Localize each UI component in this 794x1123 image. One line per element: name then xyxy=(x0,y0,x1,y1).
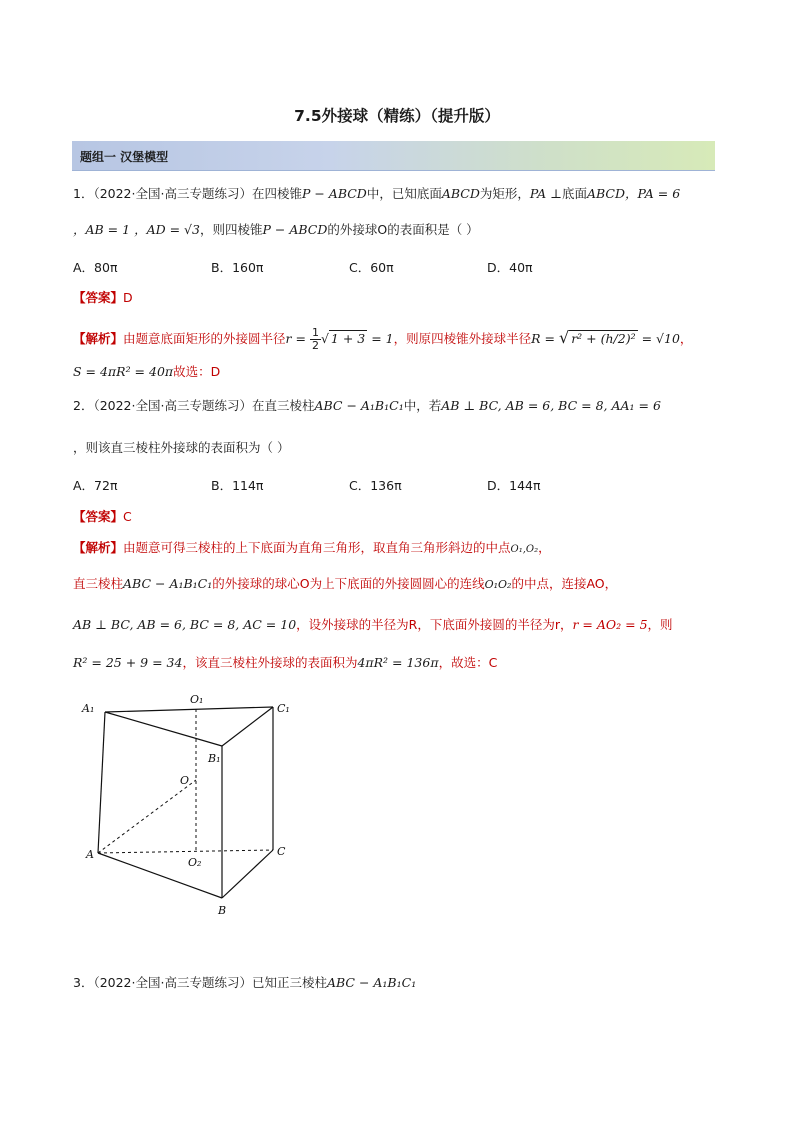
q1-option-d: D．40π xyxy=(487,260,533,275)
q1-rect: 为矩形， xyxy=(479,186,530,201)
q2-analysis-line1 xyxy=(73,540,551,558)
q2-mid: 中，若 xyxy=(403,398,442,413)
q2-analysis-line3 xyxy=(73,617,673,633)
conditions: AB ⊥ BC, AB = 6, BC = 8, AC = 10 xyxy=(73,617,297,632)
choice: 故选：D xyxy=(173,364,221,379)
answer-value: D xyxy=(123,290,133,305)
r-value: r = AO₂ = 5 xyxy=(572,617,648,632)
R-squared: R² = 25 + 9 = 34 xyxy=(73,655,183,670)
R-equation: R = xyxy=(531,331,556,346)
q1-ball: 的外接球O的表面积是（ ） xyxy=(327,222,479,237)
area-text: ，该直三棱柱外接球的表面积为 xyxy=(182,655,358,670)
analysis-tag: 【解析】 xyxy=(73,331,124,346)
surface-area: S = 4πR² = 40π xyxy=(73,364,174,379)
q3-line1 xyxy=(73,975,416,991)
q1-abcd: ABCD xyxy=(441,186,480,201)
analysis-text: 由题意可得三棱柱的上下底面为直角三角形，取直角三角形斜边的中点 xyxy=(123,540,511,555)
answer-tag: 【答案】 xyxy=(73,509,124,524)
segment: O₁O₂ xyxy=(484,578,512,591)
midpoints: O₁,O₂ xyxy=(510,544,539,555)
label-c1: C₁ xyxy=(277,702,290,715)
q2-analysis-line4 xyxy=(73,655,497,671)
label-c: C xyxy=(277,845,286,858)
q1-base: 底面 xyxy=(561,186,587,201)
r-result: = 1 xyxy=(371,331,394,346)
fraction xyxy=(310,327,321,352)
q1-answer xyxy=(73,290,133,306)
q3-prefix: 3．（2022·全国·高三专题练习）已知正三棱柱 xyxy=(73,975,327,990)
q1-then: ，则四棱锥 xyxy=(199,222,263,237)
answer-value: C xyxy=(123,509,132,524)
comma: ， xyxy=(538,540,551,555)
area-value: 4πR² = 136π xyxy=(357,655,439,670)
edge-ac-hidden xyxy=(98,850,273,853)
prism-figure xyxy=(80,690,300,920)
q1-pyramid: P − ABCD xyxy=(301,186,367,201)
analysis-tag: 【解析】 xyxy=(73,540,124,555)
label-o1: O₁ xyxy=(190,693,204,706)
q3-prism: ABC − A₁B₁C₁ xyxy=(326,975,417,990)
q2-prism: ABC − A₁B₁C₁ xyxy=(314,398,404,413)
answer-tag: 【答案】 xyxy=(73,290,124,305)
q2-option-a: A．72π xyxy=(73,478,118,493)
frac-den: 2 xyxy=(311,339,319,352)
frac-num: 1 xyxy=(311,326,319,339)
q1-pa-eq: ，PA = 6 xyxy=(624,186,681,201)
connect-text: 的中点，连接AO， xyxy=(511,576,618,591)
edge-bc xyxy=(222,850,273,898)
edge-aa1 xyxy=(98,712,105,853)
label-o2: O₂ xyxy=(188,856,202,869)
label-a1: A₁ xyxy=(82,702,95,715)
q1-analysis-line1: 【解析】由题意底面矩形的外接圆半径r = $\frac{1}{2}$ √ 1 + 3 = 1，则原四棱锥外接球半径R = √ r² + (h/2)² = √10， xyxy=(73,326,693,352)
label-b1: B₁ xyxy=(208,752,221,765)
analysis-text: 由题意底面矩形的外接圆半径 xyxy=(123,331,286,346)
R-inner: r² + (h/2)² xyxy=(571,331,636,346)
q1-line2 xyxy=(73,222,479,238)
q1-pyramid2: P − ABCD xyxy=(262,222,328,237)
page-title: 7.5外接球（精练）（提升版） xyxy=(294,107,500,125)
q1-mid: 中，已知底面 xyxy=(366,186,442,201)
center-text: 的外接球的球心O为上下底面的外接圆圆心的连线 xyxy=(212,576,485,591)
R-value: = √10 xyxy=(641,331,680,346)
then-text: ，则 xyxy=(647,617,673,632)
edge-a1b1 xyxy=(105,712,222,746)
q1-prefix: 1．（2022·全国·高三专题练习）在四棱锥 xyxy=(73,186,302,201)
choice: ，故选：C xyxy=(438,655,498,670)
analysis-text-2: ，则原四棱锥外接球半径 xyxy=(393,331,532,346)
prism-name: ABC − A₁B₁C₁ xyxy=(123,576,213,591)
label-o: O xyxy=(180,774,190,787)
q2-option-d: D．144π xyxy=(487,478,541,493)
q2-line1 xyxy=(73,398,661,414)
q1-option-b: B．160π xyxy=(211,260,264,275)
q1-option-a: A．80π xyxy=(73,260,118,275)
radius-text: ，设外接球的半径为R，下底面外接圆的半径为r， xyxy=(296,617,573,632)
q1-abcd2: ABCD xyxy=(586,186,625,201)
q1-option-c: C．60π xyxy=(349,260,394,275)
q2-option-b: B．114π xyxy=(211,478,264,493)
q2-prefix: 2．（2022·全国·高三专题练习）在直三棱柱 xyxy=(73,398,315,413)
q1-ad: ，AD = √3 xyxy=(134,222,200,237)
prism-label: 直三棱柱 xyxy=(73,576,124,591)
edge-b1c1 xyxy=(222,707,273,746)
q1-analysis-line2 xyxy=(73,364,220,380)
label-a: A xyxy=(86,848,94,861)
section-label: 题组一 汉堡模型 xyxy=(80,150,169,164)
q2-line2: ，则该直三棱柱外接球的表面积为（ ） xyxy=(73,440,290,455)
edge-ab xyxy=(98,853,222,898)
q2-analysis-line2 xyxy=(73,576,617,593)
q2-option-c: C．136π xyxy=(349,478,402,493)
label-b: B xyxy=(218,904,227,917)
q2-cond: AB ⊥ BC, AB = 6, BC = 8, AA₁ = 6 xyxy=(441,398,661,413)
q1-line1 xyxy=(73,186,680,202)
q2-answer xyxy=(73,509,132,525)
q1-pa: PA ⊥ xyxy=(529,186,562,201)
q1-ab: ，AB = 1 xyxy=(73,222,131,237)
sqrt-value: 1 + 3 xyxy=(330,331,366,346)
section-banner xyxy=(72,141,715,171)
edge-a1c1 xyxy=(105,707,273,712)
r-equation: r = xyxy=(285,331,306,346)
segment-ao xyxy=(98,780,196,853)
